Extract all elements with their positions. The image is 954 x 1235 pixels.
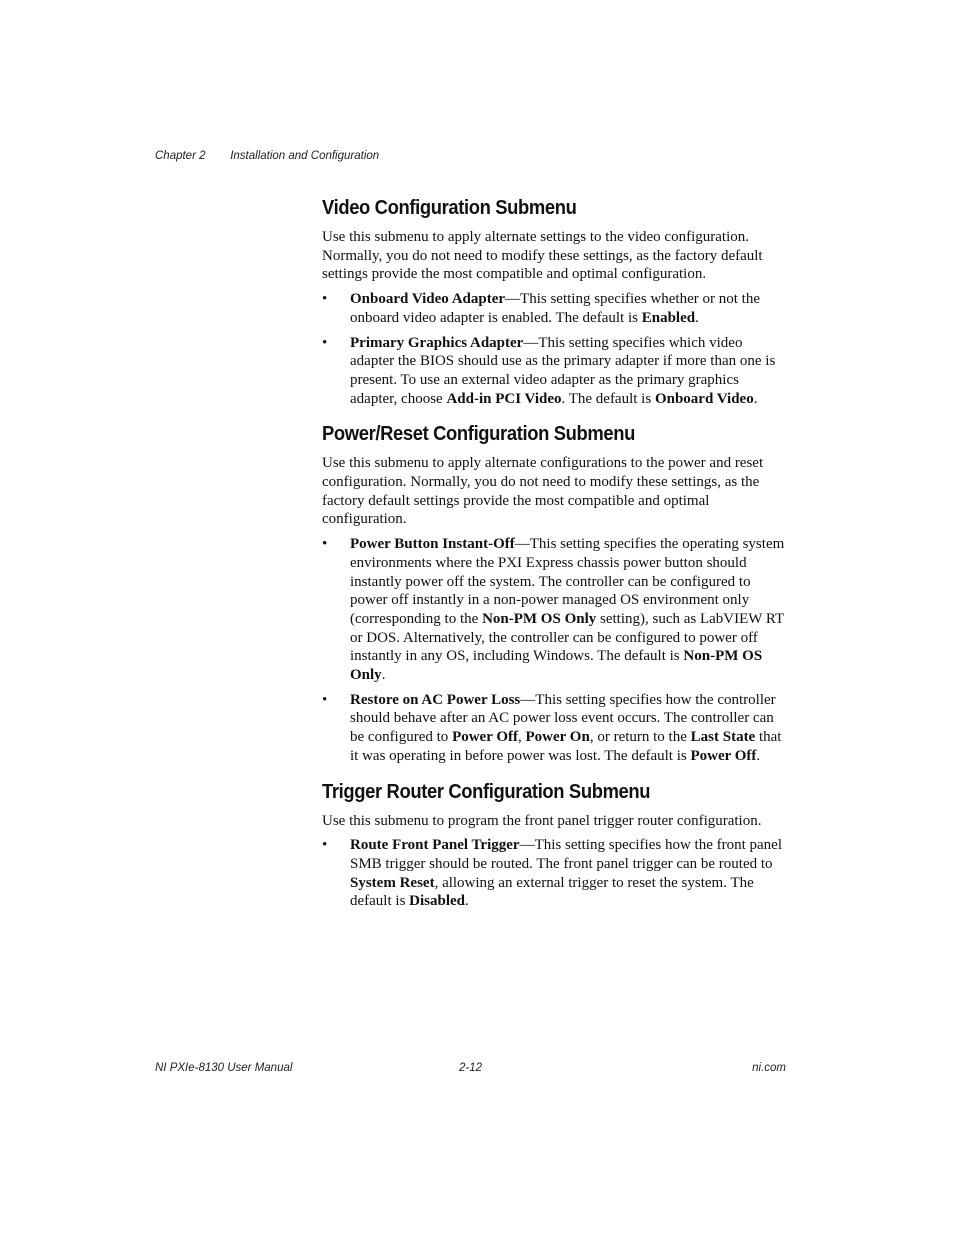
setting-name: Route Front Panel Trigger bbox=[350, 837, 520, 854]
description-text: . bbox=[695, 309, 699, 326]
section-heading: Trigger Router Configuration Submenu bbox=[322, 780, 651, 803]
description-text: setting), such as LabVIEW RT or DOS. Alternatively, the controller can be configured to power off instantly in any OS, including Windows. The default is bbox=[350, 610, 784, 665]
description-text: that it was operating in before power was lost. The default is bbox=[350, 729, 782, 764]
list-item bbox=[322, 535, 786, 685]
running-header bbox=[155, 150, 379, 162]
list-item bbox=[322, 334, 786, 409]
bullet-icon: • bbox=[322, 691, 328, 708]
section-heading: Video Configuration Submenu bbox=[322, 197, 577, 219]
page-content bbox=[322, 196, 786, 925]
option-value: Power Off bbox=[452, 729, 519, 746]
option-value: Disabled bbox=[409, 893, 466, 910]
option-value: Enabled bbox=[641, 309, 696, 326]
list-item bbox=[322, 691, 786, 766]
section-intro: Use this submenu to program the front panel trigger router configuration. bbox=[322, 812, 762, 829]
description-text: —This setting specifies which video adapter the BIOS should use as the primary adapter if more than one is present. To use an external video adapter as the primary graphics adapter, choose bbox=[350, 334, 776, 407]
bullet-icon: • bbox=[322, 334, 328, 351]
description-text: , bbox=[518, 729, 526, 746]
bullet-icon: • bbox=[322, 536, 328, 553]
description-text: . bbox=[756, 747, 761, 764]
bullet-icon: • bbox=[322, 837, 328, 854]
setting-name: Restore on AC Power Loss bbox=[350, 691, 521, 708]
page-number: 2-12 bbox=[459, 1062, 483, 1074]
list-item bbox=[322, 836, 786, 911]
description-text: . The default is bbox=[561, 390, 655, 407]
option-value: System Reset bbox=[350, 874, 435, 891]
bullet-list bbox=[322, 290, 786, 408]
bullet-list bbox=[322, 535, 786, 765]
section-intro: Use this submenu to apply alternate settings to the video configuration. Normally, you do not need to modify these settings, as the factory default settings provide the most compatible and optimal configuration. bbox=[322, 229, 763, 283]
description-text: , allowing an external trigger to reset the system. The default is bbox=[350, 874, 754, 910]
setting-name: Primary Graphics Adapter bbox=[350, 334, 524, 351]
section-intro: Use this submenu to apply alternate configurations to the power and reset configuration. Normally, you do not need to modify these settings, as the factory default settings provide the most compatible and optimal configuration. bbox=[322, 455, 764, 528]
section bbox=[322, 196, 786, 408]
description-text: , or return to the bbox=[589, 729, 691, 746]
option-value: Power Off bbox=[690, 747, 757, 764]
description-text: —This setting specifies how the front panel SMB trigger should be routed. The front panel trigger can be routed to bbox=[350, 837, 783, 872]
option-value: Onboard Video bbox=[654, 390, 754, 407]
setting-name: Power Button Instant-Off bbox=[350, 536, 515, 553]
option-value: Non-PM OS Only bbox=[482, 610, 597, 627]
setting-name: Onboard Video Adapter bbox=[350, 291, 506, 308]
description-text: . bbox=[381, 667, 386, 684]
bullet-icon: • bbox=[322, 291, 328, 308]
description-text: —This setting specifies how the controller should behave after an AC power loss event occurs. The controller can be configured to bbox=[350, 691, 776, 746]
bullet-list bbox=[322, 836, 786, 911]
list-item bbox=[322, 290, 786, 327]
chapter-label: Chapter 2 bbox=[155, 150, 206, 162]
description-text: . bbox=[465, 893, 469, 910]
option-value: Add-in PCI Video bbox=[446, 390, 562, 407]
section bbox=[322, 780, 786, 912]
option-value: Power On bbox=[525, 729, 590, 746]
section bbox=[322, 422, 786, 765]
chapter-title: Installation and Configuration bbox=[230, 150, 380, 162]
website-link[interactable]: ni.com bbox=[752, 1062, 786, 1074]
section-heading: Power/Reset Configuration Submenu bbox=[322, 423, 635, 446]
manual-title: NI PXIe-8130 User Manual bbox=[155, 1062, 293, 1074]
description-text: —This setting specifies whether or not the onboard video adapter is enabled. The default is bbox=[350, 291, 760, 326]
description-text: —This setting specifies the operating system environments where the PXI Express chassis power button should instantly power off the system. The controller can be configured to power off instantly in a non-power managed OS environment only (corresponding to the bbox=[350, 536, 785, 627]
description-text: . bbox=[753, 390, 758, 407]
option-value: Last State bbox=[690, 729, 756, 746]
option-value: Non-PM OS Only bbox=[350, 648, 763, 684]
